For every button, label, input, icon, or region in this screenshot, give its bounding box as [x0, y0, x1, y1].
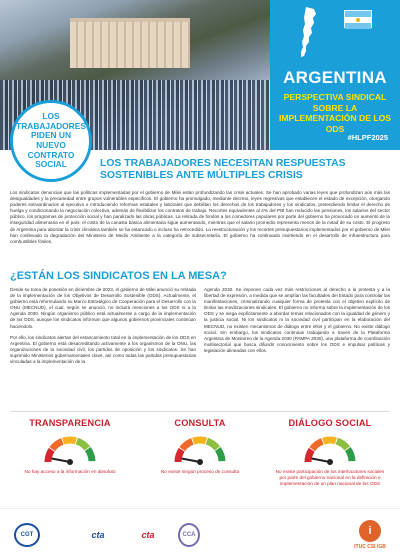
left-column	[10, 287, 196, 365]
gauge-segment	[193, 440, 206, 441]
gauge-segment	[52, 441, 62, 449]
headline: LOS TRABAJADORES NECESITAN RESPUESTAS SOSTENIBLES ANTE MÚLTIPLES CRISIS	[100, 158, 346, 181]
gauge-consultation	[138, 418, 262, 475]
gauge-title: CONSULTA	[174, 418, 226, 428]
hashtag: #HLPF2025	[347, 133, 388, 142]
gauge-segment	[182, 441, 192, 449]
cta-logo: cta	[91, 530, 105, 540]
right-column	[204, 287, 390, 354]
gauge-segment	[337, 441, 347, 448]
gauge-title: DIÁLOGO SOCIAL	[288, 418, 372, 428]
section-heading	[10, 270, 390, 282]
right-paragraph-1: Agenda 2030. Se imponen cada vez más restricciones al derecho a la protesta y a la libertad de expresión, a medida que se amplían las facultades del Estado para controlar las manifestaciones, criminalizando cualquier forma de protesta con el objetivo explícito de limitar las movilizaciones sindicales. El gobierno no informa sobre la implementación de los ODS y se niega explícitamente a abordar temas relacionados con la igualdad de género y la justicia social. Ni los sindicatos ni la sociedad civil participan en la elaboración del MECNUD, no existen mecanismos de diálogo entre ellos y el gobierno. No existe diálogo social. Sin embargo, los sindicatos continúan trabajando a través de la Plataforma Argentina de Monitoreo de la Agenda 2030 (PAMPA 2030), una plataforma de coordinación multisectorial que busca difundir conocimiento sobre los ODS e impulsar políticas y legislación alineadas con ellos.	[204, 287, 390, 353]
divider	[10, 411, 390, 412]
left-paragraph-2: Por ello, los sindicatos alertan del estancamiento total en la implementación de los ODS en Argentina. El gobierno está desacreditando activamente a los organismos de la ONU, las organizaciones de la sociedad civil, los partidos de oposición y los sindicatos. Se han suprimido Ministerios gubernamentales clave, así como todas las partidas presupuestarias vinculadas a la implementación de la	[10, 334, 196, 365]
gauge-segment	[308, 450, 312, 462]
cta-autonoma-logo: cta	[141, 530, 155, 540]
section-heading-suffix: EN LA MESA?	[149, 270, 227, 282]
intro-paragraph: Los sindicatos denuncian que las políticas implementadas por el gobierno de Milei están profundizando las crisis actuales. Se han aprobado varias leyes que profundizan aún más las desigualdades y la precariedad entre grupos vulnerables específicos. El gobierno ha promulgado, mediante decreto, leyes regresivas que establecen el estado de excepción, otorgando poderes extraordinarios al ejecutivo e introduciendo reformas estatales y laborales que debilitan los derechos de los trabajadores y los sindicatos, pretendiendo limitar el derecho de huelga y condicionando la negociación colectiva, además de flexibilizar los contratos de trabajo. Recortes equivalentes al 4% del PIB han reducido las pensiones, los salarios del sector público, los programas de protección social y han paralizado las obras públicas. La retirada de fondos a los comedores populares por parte del gobierno ha provocado un aumento de la inseguridad alimentaria en el país: el costo de la canasta básica alimentaria sigue aumentando, mientras que el salario promedio representa menos de la mitad de su costo. El progreso de Argentina para abordar la crisis climática también se ha estancado o incluso ha retrocedido. La reestructuración y los recortes presupuestarios implementados por el gobierno de Milei han conllevado la degradación del Ministerio de Medio Ambiente a la categoría de subsecretaría. El gobierno ha continuado invirtiendo en el desarrollo de infraestructura para combustibles fósiles.	[10, 190, 390, 244]
gauge-note: No existe ningún proceso de consulta	[160, 469, 240, 474]
gauge-segment	[63, 440, 76, 441]
gauge-note: No existe participación de los interlocutores sociales por parte del gobierno nacional en la definición e implementación de un plan nacional de los ODS	[275, 469, 385, 486]
gauge-segment	[207, 441, 217, 448]
gauge-social-dialogue	[268, 418, 392, 486]
gauge-transparency	[8, 418, 132, 475]
gauge-dial-icon	[172, 432, 228, 466]
gauge-segment	[218, 449, 222, 461]
gauge-segment	[88, 449, 92, 461]
building-image	[70, 18, 190, 68]
footer-logos	[0, 508, 400, 560]
gauge-segment	[48, 450, 52, 462]
gauge-segment	[77, 441, 87, 448]
gauge-note: No hay acceso a la información en absoluto	[24, 469, 116, 474]
gauge-segment	[312, 441, 322, 449]
ituc-mark-icon: i	[359, 520, 381, 542]
gauge-hub	[197, 459, 203, 465]
argentina-flag-icon	[344, 10, 372, 28]
gauge-hub	[67, 459, 73, 465]
ituc-logo-text: ITUC CSI IGB	[354, 544, 386, 550]
argentina-map-icon	[292, 6, 324, 58]
cgt-logo: CGT	[14, 523, 40, 547]
country-name: ARGENTINA	[283, 68, 387, 87]
gauge-segment	[178, 450, 182, 462]
gauge-hub	[327, 459, 333, 465]
campaign-badge	[10, 100, 92, 182]
section-heading-highlight: LOS SINDICATOS	[57, 270, 150, 282]
cca-logo: CCA	[178, 523, 200, 547]
gauge-dial-icon	[42, 432, 98, 466]
left-paragraph-1: Desde su toma de posesión en diciembre de 2023, el gobierno de Milei anunció su retirada de la implementación de los Objetivos de Desarrollo Sostenible (ODS). Actualmente, el gobierno está reformulando su Marco Estratégico de Cooperación para el Desarrollo con la ONU (MECNUD), el cual, según se anunció, no incluirá menciones a los ODS ni a la Agenda 2030. Ningún organismo público está actualmente a cargo de la implementación de los ODS, aunque los sindicatos informan que algunos gobiernos provinciales continúan haciéndolo.	[10, 287, 196, 329]
gauge-title: TRANSPARENCIA	[29, 418, 111, 428]
gauge-dial-icon	[302, 432, 358, 466]
ituc-logo	[350, 515, 390, 555]
gauge-segment	[348, 449, 352, 461]
gauge-segment	[323, 440, 336, 441]
section-heading-prefix: ¿ESTÁN	[10, 270, 58, 282]
campaign-badge-text: LOS TRABAJADORES PIDEN UN NUEVO CONTRATO SOCIAL	[16, 111, 86, 170]
sun-icon	[356, 18, 360, 22]
report-title: PERSPECTIVA SINDICAL SOBRE LA IMPLEMENTACIÓN DE LOS ODS	[278, 92, 392, 134]
